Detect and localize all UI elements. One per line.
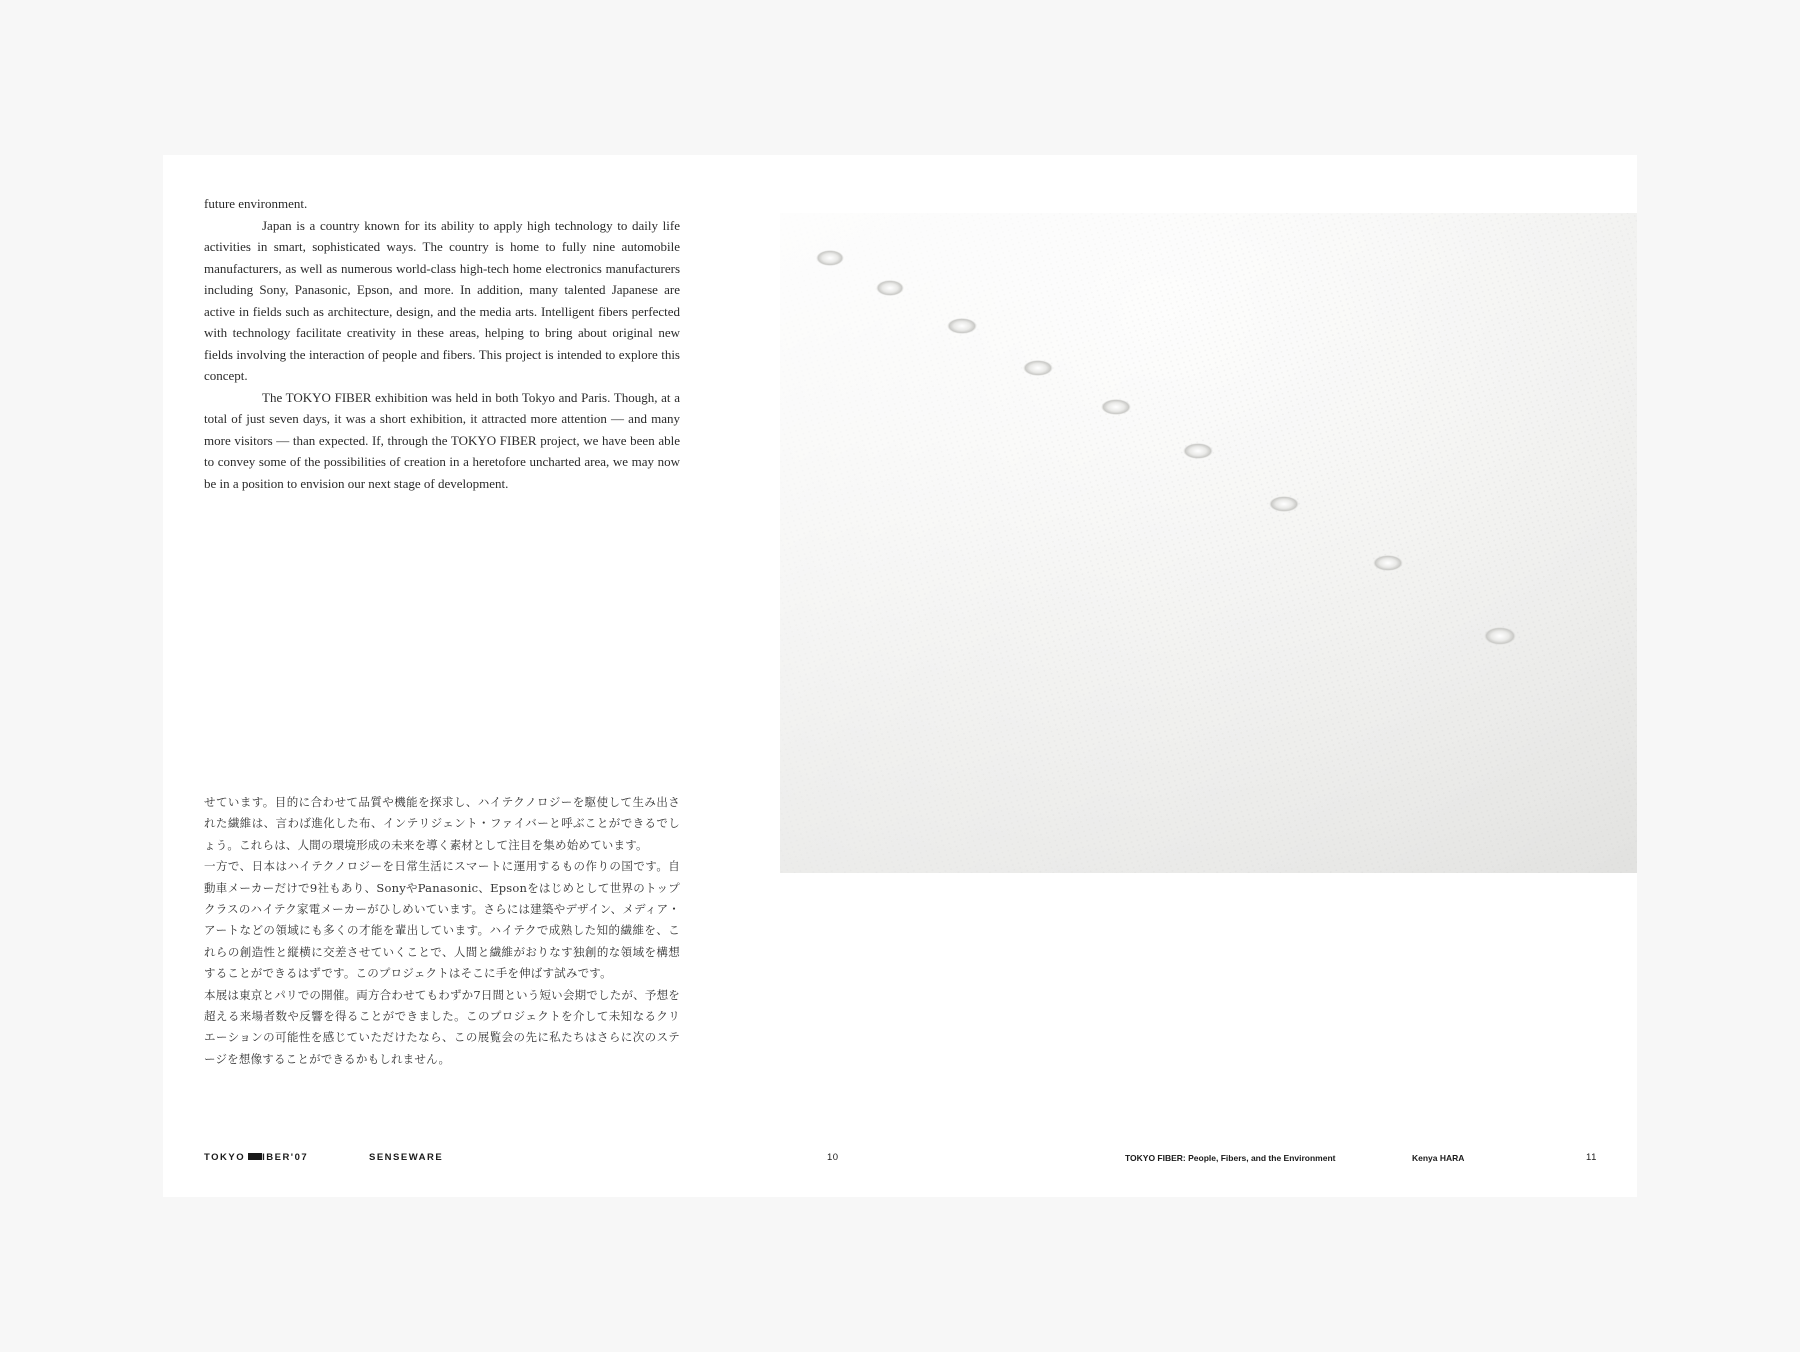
fiber-f-mark-icon [248,1153,262,1160]
footer-series: SENSEWARE [369,1152,444,1163]
footer-title: TOKYO FIBER: People, Fibers, and the Environment [1125,1153,1336,1163]
folio-left: 10 [827,1152,839,1163]
japanese-text-block [204,792,680,1070]
paragraph: 一方で、日本はハイテクノロジーを日常生活にスマートに運用するもの作りの国です。自動車メーカーだけで9社もあり、SonyやPanasonic、Epsonをはじめとして世界のトップクラスのハイテク家電メーカーがひしめいています。さらには建築やデザイン、メディア・アートなどの領域にも多くの才能を輩出しています。ハイテクで成熟した知的繊維を、これらの創造性と縦横に交差させていくことで、人間と繊維がおりなす独創的な領域を構想することができるはずです。このプロジェクトはそこに手を伸ばす試みです。 [204,859,680,981]
paragraph: 本展は東京とパリでの開催。両方合わせてもわずか7日間という短い会期でしたが、予想を超える来場者数や反響を得ることができました。このプロジェクトを介して未知なるクリエーションの可能性を感じていただけたなら、この展覧会の先に私たちはさらに次のステージを想像することができるかもしれません。 [204,987,680,1066]
brand-text-left: TOKYO [204,1152,246,1163]
brand-text-right: IBER'07 [262,1152,309,1163]
folio-right: 11 [1586,1152,1597,1163]
paragraph: future environment. [204,196,308,211]
white-textile-surface-photo [780,213,1637,873]
footer-brand-logo [204,1152,308,1163]
english-text-block [204,193,680,494]
footer-author: Kenya HARA [1412,1153,1465,1163]
paragraph: せています。目的に合わせて品質や機能を探求し、ハイテクノロジーを駆使して生み出された繊維は、言わば進化した布、インテリジェント・ファイバーと呼ぶことができるでしょう。これらは、人間の環境形成の未来を導く素材として注目を集め始めています。 [204,795,680,852]
paragraph: The TOKYO FIBER exhibition was held in both Tokyo and Paris. Though, at a total of just seven days, it was a short exhibition, it attracted more attention — and many more visitors — than expected. If, through the TOKYO FIBER project, we have been able to convey some of the possibilities of creation in a heretofore uncharted area, we may now be in a position to envision our next stage of development. [204,389,680,491]
paragraph: Japan is a country known for its ability to apply high technology to daily life activities in smart, sophisticated ways. The country is home to fully nine automobile manufacturers, as well as numerous world-class high-tech home electronics manufacturers including Sony, Panasonic, Epson, and more. In addition, many talented Japanese are active in fields such as architecture, design, and the media arts. Intelligent fibers perfected with technology facilitate creativity in these areas, helping to bring about original new fields involving the interaction of people and fibers. This project is intended to explore this concept. [204,217,680,383]
